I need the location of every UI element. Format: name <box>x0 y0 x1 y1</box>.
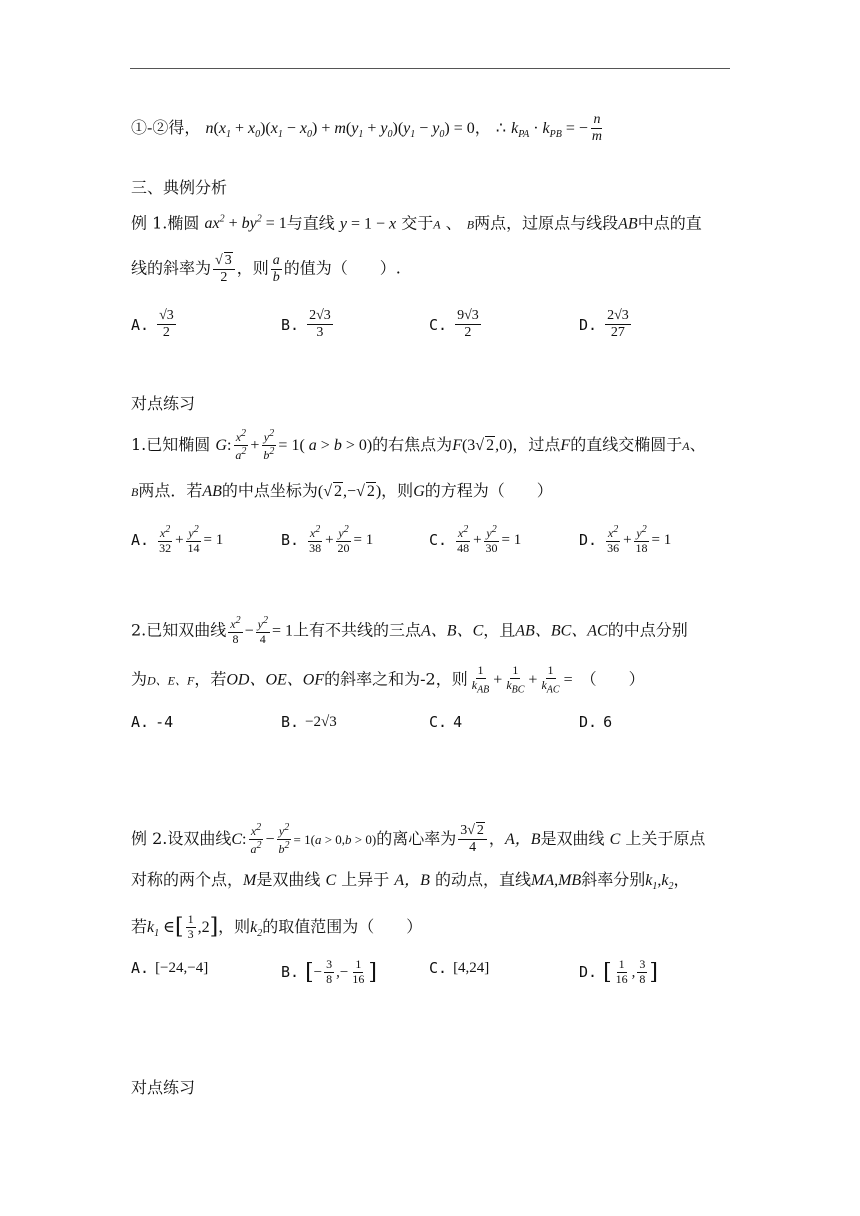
practice-heading-2: 对点练习 <box>131 1078 196 1097</box>
example-2-line-3: 若$k_1$ ∈[ $\frac{1}{3}$ ,2]，则$k_2$的取值范围为（ ） <box>131 912 423 941</box>
option-b[interactable]: B. $\frac{2√3}{3}$ <box>281 308 331 341</box>
option-a[interactable]: A. $\frac{√3}{2}$ <box>131 308 174 341</box>
derivation-line: ①-②得， $n(x_1 + x_0)(x_1 - x_0) + m(y_1 + y_0)(y_1 - y_0) = 0$， ∴ $k_{PA} \cdot k_{PB}$ = − $\frac{n}{m}$ <box>131 112 603 145</box>
practice-heading-1: 对点练习 <box>131 394 196 413</box>
option-d[interactable]: D. $\frac{x^2}{36}$ + $\frac{y^2}{18}$ = 1 <box>579 524 672 555</box>
option-d[interactable]: D. 6 <box>579 713 613 731</box>
practice-1-line-1: 1.已知椭圆 G: $\frac{x^2}{a^2}$ + $\frac{y^2}{b^2}$ = 1( a > b > 0)的右焦点为F(3√ 2,0)，过点F的直线交椭圆于A、 <box>131 428 706 462</box>
option-a[interactable]: A. [−24,−4] <box>131 959 209 977</box>
example-1-line-1: 例 1.椭圆 $ax^2 + by^2 = 1$与直线 y = 1 − x 交于A 、 B两点，过原点与线段AB中点的直 <box>131 213 702 233</box>
example-1-line-2: 线的斜率为 $\frac{√ 3}{2}$ ，则 $\frac{a}{b}$ 的值为（ ）. <box>131 252 401 286</box>
option-d[interactable]: D. $\frac{2√3}{27}$ <box>579 308 629 341</box>
option-c[interactable]: C. [4,24] <box>429 959 490 977</box>
option-c[interactable]: C. 4 <box>429 713 463 731</box>
example-2-line-1: 例 2.设双曲线C: $\frac{x^2}{a^2}$ − $\frac{y^2}{b^2}$ = 1(a > 0,b > 0)的离心率为 $\frac{3√ 2}{4}$ ，A，B是双曲线 C 上关于原点 <box>131 822 706 856</box>
header-rule <box>130 68 730 69</box>
option-d[interactable]: D. [ $\frac{1}{16}$ , $\frac{3}{8}$ ] <box>579 957 658 986</box>
option-b[interactable]: B. −2√3 <box>281 713 337 731</box>
option-b[interactable]: B. [− $\frac{3}{8}$ ,− $\frac{1}{16}$ ] <box>281 957 377 986</box>
practice-2-line-2: 为D、E、F，若OD、OE、OF的斜率之和为-2，则 1 $k_{AB}$ + 1 $k_{BC}$ + 1 $k_{AC}$ = （ ） <box>131 663 645 696</box>
option-b[interactable]: B. $\frac{x^2}{38}$ + $\frac{y^2}{20}$ = 1 <box>281 524 374 555</box>
section-heading: 三、典例分析 <box>131 178 228 197</box>
example-2-line-2: 对称的两个点，M是双曲线 C 上异于 A，B 的动点，直线MA,MB斜率分别$k_1,k_2$， <box>131 870 690 893</box>
option-a[interactable]: A. $\frac{x^2}{32}$ + $\frac{y^2}{14}$ = 1 <box>131 524 224 555</box>
option-a[interactable]: A. -4 <box>131 713 174 731</box>
practice-1-line-2: B两点．若AB的中点坐标为(√ 2,−√ 2)，则G的方程为（ ） <box>131 481 553 500</box>
option-c[interactable]: C. $\frac{9√3}{2}$ <box>429 308 479 341</box>
option-c[interactable]: C. $\frac{x^2}{48}$ + $\frac{y^2}{30}$ = 1 <box>429 524 522 555</box>
practice-2-line-1: 2.已知双曲线 $\frac{x^2}{8}$ − $\frac{y^2}{4}$ = 1上有不共线的三点A、B、C，且AB、BC、AC的中点分别 <box>131 615 688 646</box>
